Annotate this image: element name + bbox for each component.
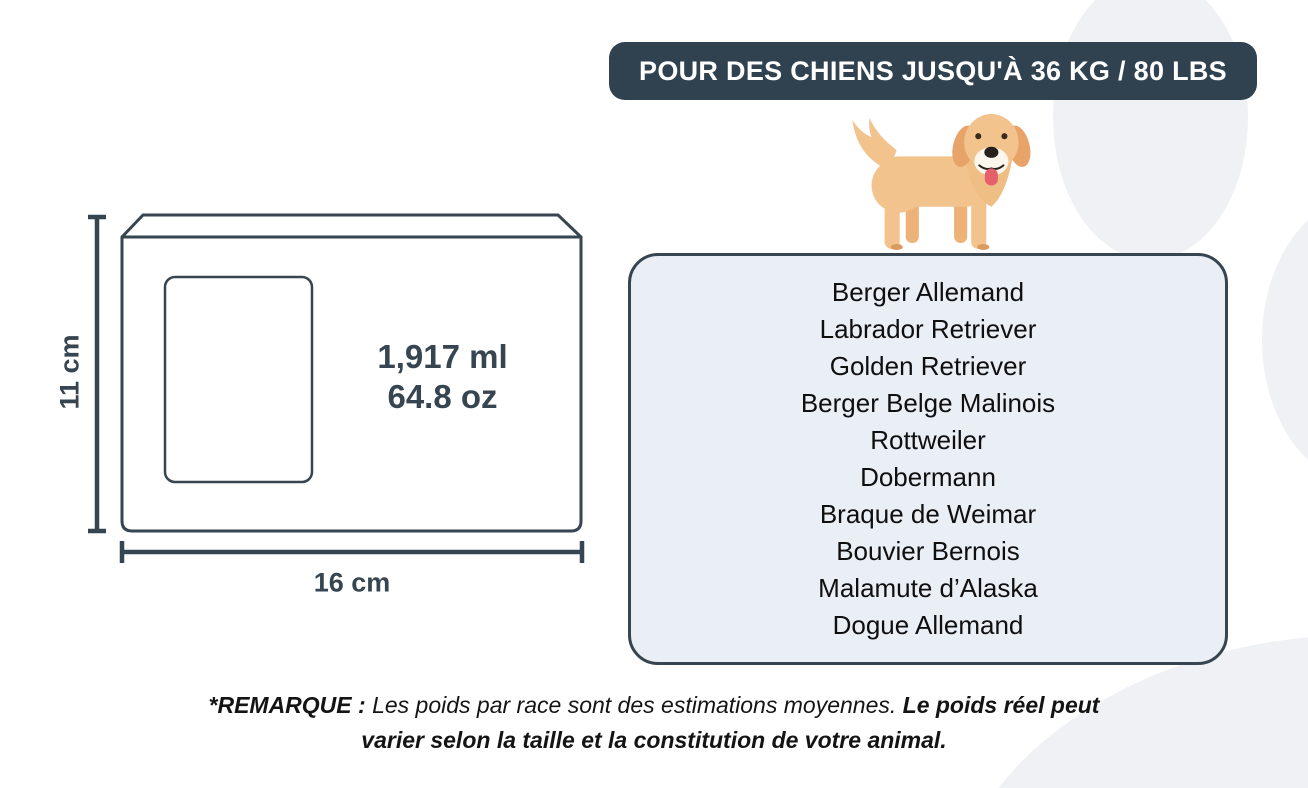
dog-eye [1001,133,1007,139]
dog-tongue [985,168,998,185]
height-dimension-line [88,217,106,531]
remark-emphasis-line1: Le poids réel peut [902,692,1100,718]
breed-item: Berger Allemand [831,277,1025,307]
box-top-face [122,215,581,237]
remark-note [179,688,1129,758]
remark-emphasis-line2: varier selon la taille et la constitution de votre animal. [361,727,947,753]
paw-print-watermark-icon [1053,0,1248,260]
remark-body: Les poids par race sont des estimations moyennes. [372,692,903,718]
breed-item: Bouvier Bernois [836,536,1020,566]
breed-item: Dogue Allemand [832,610,1024,640]
breed-item: Braque de Weimar [819,499,1037,529]
paw-print-watermark-icon [1262,195,1308,485]
dog-eye [975,133,981,139]
breed-item: Dobermann [860,462,996,492]
width-dimension-line [122,541,582,563]
breed-item: Rottweiler [870,425,986,455]
volume-ml: 1,917 ml [377,338,508,375]
golden-retriever-icon [838,106,1040,252]
breed-item: Golden Retriever [829,351,1027,381]
breed-item: Labrador Retriever [819,314,1037,344]
width-dimension-label: 16 cm [313,567,391,598]
breed-item: Malamute d’Alaska [818,573,1038,603]
weight-class-banner [609,42,1257,100]
height-dimension-label: 11 cm [54,334,85,410]
breed-item: Berger Belge Malinois [800,388,1056,418]
dog-nose [984,147,998,158]
breeds-panel [628,253,1228,665]
volume-label [320,337,565,417]
remark-prefix: *REMARQUE : [208,692,373,718]
volume-oz: 64.8 oz [387,378,498,415]
box-window [165,277,312,482]
weight-class-banner-label: POUR DES CHIENS JUSQU'À 36 KG / 80 LBS [639,55,1227,86]
